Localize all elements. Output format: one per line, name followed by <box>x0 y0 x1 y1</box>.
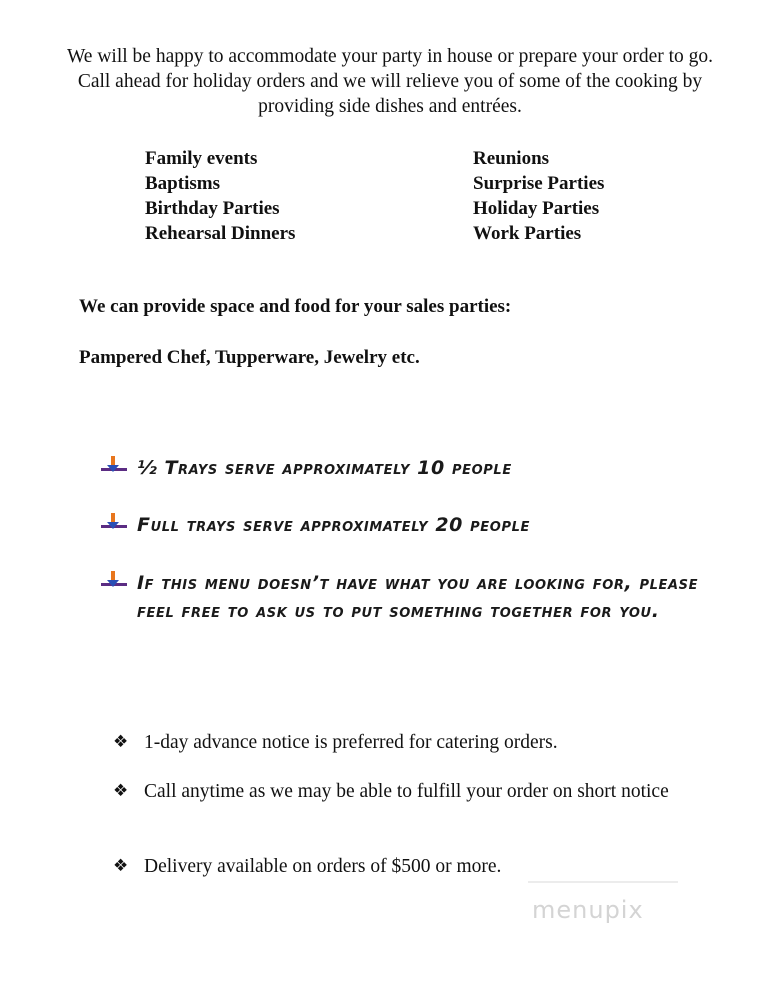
arrow-down-bullet-icon <box>101 513 127 533</box>
menupix-watermark: menupix <box>532 896 644 924</box>
event-item: Work Parties <box>473 223 582 244</box>
tray-note-text: ½ Trays serve approximately 10 people <box>137 457 512 479</box>
notice-text: 1-day advance notice is preferred for catering orders. <box>144 732 558 753</box>
four-diamond-bullet-icon: ❖ <box>113 732 129 752</box>
event-item: Birthday Parties <box>145 198 280 219</box>
sales-parties-heading: We can provide space and food for your sales parties: <box>79 296 512 317</box>
tray-note-text: Full trays serve approximately 20 people <box>137 514 530 536</box>
event-item: Reunions <box>473 148 550 169</box>
event-list-left <box>145 146 295 246</box>
arrow-down-bullet-icon <box>101 456 127 476</box>
notice-call-anytime <box>113 779 713 804</box>
event-item: Baptisms <box>145 173 220 194</box>
notice-advance <box>113 730 713 755</box>
event-item: Surprise Parties <box>473 173 605 194</box>
four-diamond-bullet-icon: ❖ <box>113 856 129 876</box>
four-diamond-bullet-icon: ❖ <box>113 781 129 801</box>
tray-note-custom <box>101 569 721 625</box>
notice-text: Call anytime as we may be able to fulfill your order on short notice <box>144 781 669 802</box>
arrow-down-bullet-icon <box>101 571 127 591</box>
tray-note-full <box>101 511 721 539</box>
sales-parties-list: Pampered Chef, Tupperware, Jewelry etc. <box>79 347 420 368</box>
intro-paragraph: We will be happy to accommodate your party in house or prepare your order to go. Call ahead for holiday orders and we will relieve you of some of the cooking by providing side dishes and entrées. <box>66 46 714 117</box>
event-item: Rehearsal Dinners <box>145 223 296 244</box>
event-item: Family events <box>145 148 258 169</box>
event-item: Holiday Parties <box>473 198 600 219</box>
watermark-line <box>528 881 678 883</box>
notice-text: Delivery available on orders of $500 or more. <box>144 856 502 877</box>
tray-note-text: If this menu doesn’t have what you are looking for, please feel free to ask us to put something together for you. <box>137 572 699 622</box>
event-list-right <box>473 146 604 246</box>
notice-delivery <box>113 854 713 879</box>
tray-note-half <box>101 454 721 482</box>
